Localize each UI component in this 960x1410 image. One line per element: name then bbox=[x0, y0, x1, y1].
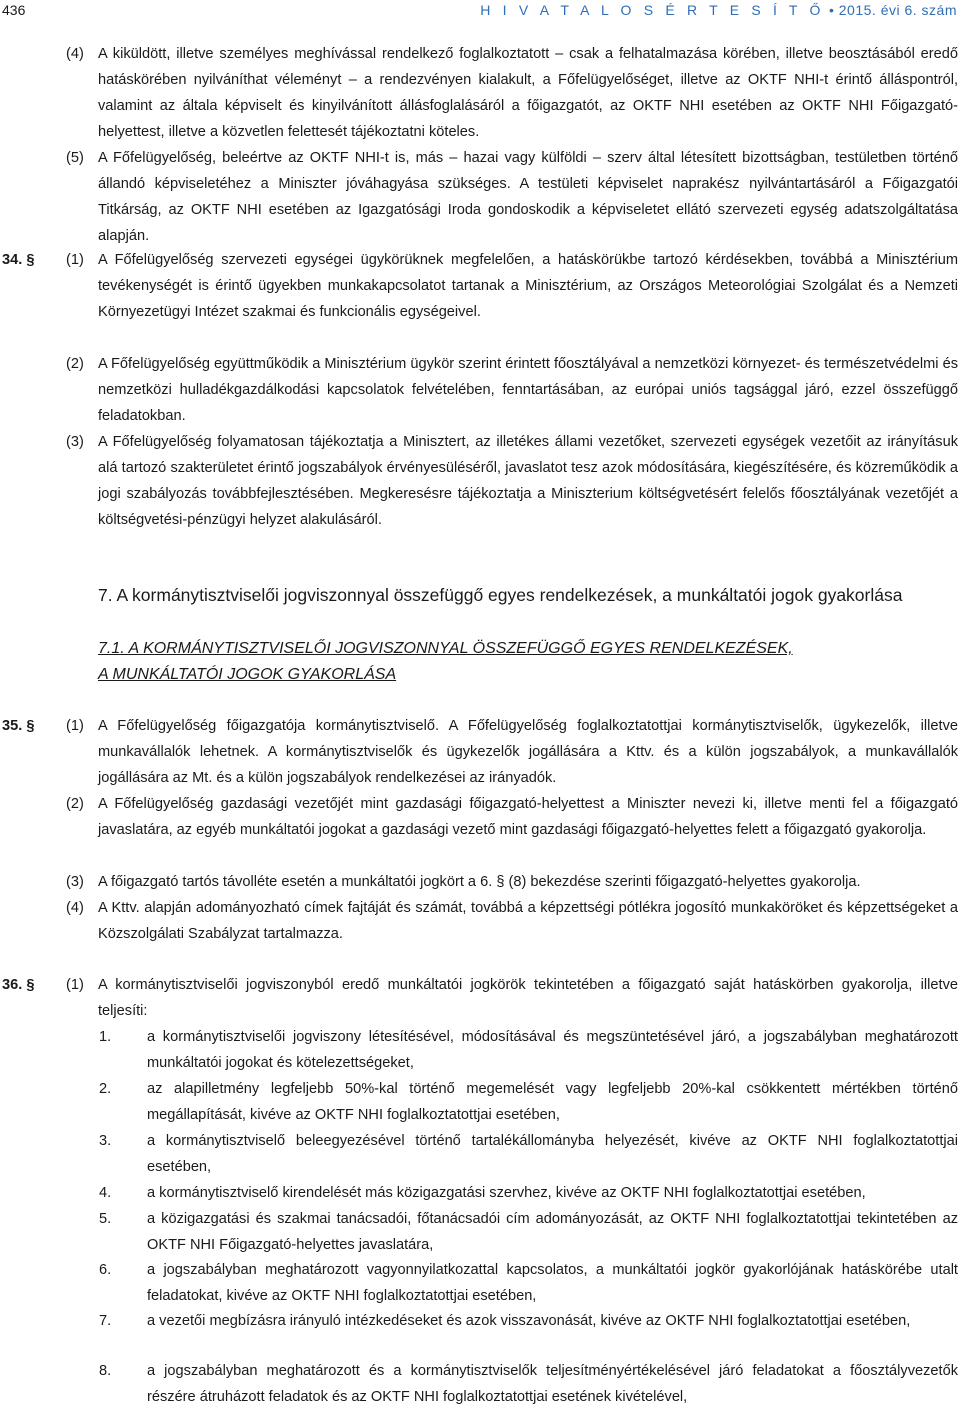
subchapter-heading-line2: A MUNKÁLTATÓI JOGOK GYAKORLÁSA bbox=[98, 666, 397, 683]
paragraph-number: (2) bbox=[66, 356, 84, 372]
list-item bbox=[99, 1358, 958, 1410]
paragraph-35-4 bbox=[66, 895, 958, 947]
list-item-number: 3. bbox=[99, 1133, 112, 1149]
page-number: 436 bbox=[2, 2, 26, 18]
paragraph-text: A Főfelügyelőség együttműködik a Minisztérium ügykör szerint érintett főosztályával a nemzetközi környezet- és természetvédelmi és nemzetközi hulladékgazdálkodási kapcsolatok felvételében, fenntartásában, az európai uniós tagsággal járó, ezzel összefüggő feladatokban. bbox=[98, 356, 958, 424]
paragraph-number: (3) bbox=[66, 874, 84, 890]
list-item bbox=[99, 1308, 958, 1334]
paragraph-34-3 bbox=[66, 429, 958, 533]
list-item-number: 4. bbox=[99, 1185, 112, 1201]
list-item bbox=[99, 1206, 958, 1258]
paragraph-number: (4) bbox=[66, 900, 84, 916]
page-header bbox=[0, 0, 960, 20]
list-item bbox=[99, 1076, 958, 1128]
list-item-number: 6. bbox=[99, 1262, 112, 1278]
subchapter-heading-line1: 7.1. A KORMÁNYTISZTVISELŐI JOGVISZONNYAL ÖSSZEFÜGGŐ EGYES RENDELKEZÉSEK, bbox=[98, 640, 793, 657]
list-item bbox=[99, 1024, 958, 1076]
paragraph-text: A kormánytisztviselői jogviszonyból eredő munkáltatói jogkörök tekintetében a főigazgató saját hatáskörben gyakorolja, illetve teljesíti: bbox=[98, 977, 958, 1019]
paragraph-text: A Főfelügyelőség szervezeti egységei ügykörüknek megfelelően, a hatáskörükbe tartozó kérdésekben, továbbá a Minisztérium tevékenységét is érintő ügyekben munkakapcsolatot tartanak a Minisztérium, az Országos Meteorológiai Szolgálat és a Nemzeti Környezetügyi Intézet szakmai és funkcionális egységeivel. bbox=[98, 252, 958, 320]
paragraph-number: (5) bbox=[66, 150, 84, 166]
paragraph-34-1 bbox=[66, 247, 958, 325]
paragraph-text: A Főfelügyelőség gazdasági vezetőjét mint gazdasági főigazgató-helyettest a Miniszter nevezi ki, illetve menti fel a főigazgató javaslatára, az egyéb munkáltatói jogokat a gazdasági vezető mint gazdasági főigazgató-helyettes felett a főigazgató gyakorolja. bbox=[98, 796, 958, 838]
paragraph-number: (3) bbox=[66, 434, 84, 450]
paragraph-text: A Kttv. alapján adományozható címek fajtáját és számát, továbbá a képzettségi pótlékra jogosító munkaköröket és képzettségeket a Közszolgálati Szabályzat tartalmazza. bbox=[98, 900, 958, 942]
paragraph-34-2 bbox=[66, 351, 958, 429]
list-item-number: 1. bbox=[99, 1029, 112, 1045]
paragraph-text: A kiküldött, illetve személyes meghívással rendelkező foglalkoztatott – csak a felhatalmazása körében, illetve beosztásából eredő hatáskörében nyilváníthat véleményt – a rendezvényen kialakult, a Főfelügyelőséget, illetve az OKTF NHI-t érintő álláspontról, valamint az általa képviselt és kinyilvánított állásfoglalásáról a főigazgatót, az OKTF NHI esetében az OKTF NHI Főigazgató-helyettest, illetve a közvetlen felettesét tájékoztatni köteles. bbox=[98, 46, 958, 140]
list-item bbox=[99, 1180, 958, 1206]
list-item-text: a vezetői megbízásra irányuló intézkedéseket és azok visszavonását, kivéve az OKTF NHI foglalkoztatottjai esetében, bbox=[147, 1313, 911, 1329]
list-item-text: a kormánytisztviselő beleegyezésével történő tartalékállományba helyezését, kivéve az OKTF NHI foglalkoztatottjai esetében, bbox=[147, 1133, 958, 1175]
section-36-label: 36. § bbox=[2, 977, 35, 993]
paragraph-33-5 bbox=[66, 145, 958, 249]
section-34-label: 34. § bbox=[2, 252, 35, 268]
paragraph-text: A Főfelügyelőség, beleértve az OKTF NHI-t is, más – hazai vagy külföldi – szerv által létesített bizottságban, testületben történő állandó képviseletéhez a Miniszter jóváhagyása szükséges. A testületi képviselet naprakész nyilvántartásáról a Főigazgatói Titkárság, az OKTF NHI esetében az Igazgatósági Iroda gondoskodik a képviseletet ellátó szervezeti egység adatszolgáltatása alapján. bbox=[98, 150, 958, 244]
list-item-text: az alapilletmény legfeljebb 50%-kal történő megemelését vagy legfeljebb 20%-kal csökkentett mértékben történő megállapítását, kivéve az OKTF NHI foglalkoztatottjai esetében, bbox=[147, 1081, 958, 1123]
list-item bbox=[99, 1257, 958, 1309]
subchapter-heading bbox=[98, 636, 793, 688]
header-separator: • bbox=[828, 2, 835, 18]
paragraph-35-3 bbox=[66, 869, 958, 895]
issue-number: 2015. évi 6. szám bbox=[838, 2, 957, 18]
paragraph-number: (1) bbox=[66, 252, 84, 268]
list-item-text: a jogszabályban meghatározott és a kormánytisztviselők teljesítményértékelésével járó feladatokat a főosztályvezetők részére átruházott feladatok és az OKTF NHI foglalkoztatottjai esetének kivételével, bbox=[147, 1363, 958, 1405]
section-35-label: 35. § bbox=[2, 718, 35, 734]
list-item-text: a kormánytisztviselő kirendelését más közigazgatási szervhez, kivéve az OKTF NHI foglalkoztatottjai esetében, bbox=[147, 1185, 866, 1201]
paragraph-number: (2) bbox=[66, 796, 84, 812]
list-item bbox=[99, 1128, 958, 1180]
paragraph-number: (1) bbox=[66, 977, 84, 993]
list-item-text: a kormánytisztviselői jogviszony létesítésével, módosításával és megszüntetésével járó, a jogszabályban meghatározott munkáltatói jogokat és kötelezettségeket, bbox=[147, 1029, 958, 1071]
list-item-number: 7. bbox=[99, 1313, 112, 1329]
list-item-number: 2. bbox=[99, 1081, 112, 1097]
paragraph-text: A Főfelügyelőség főigazgatója kormánytisztviselő. A Főfelügyelőség foglalkoztatottjai kormánytisztviselők, ügykezelők, illetve munkavállalók lehetnek. A kormánytisztviselők és ügykezelők jogállására a Kttv. és a külön jogszabályok, a munkavállalók jogállására az Mt. és a külön jogszabályok rendelkezései az irányadók. bbox=[98, 718, 958, 786]
paragraph-text: A főigazgató tartós távolléte esetén a munkáltatói jogkört a 6. § (8) bekezdése szerinti főigazgató-helyettes gyakorolja. bbox=[98, 874, 861, 890]
paragraph-number: (1) bbox=[66, 718, 84, 734]
paragraph-text: A Főfelügyelőség folyamatosan tájékoztatja a Minisztert, az illetékes állami vezetőket, szervezeti egységek vezetőit az irányításuk alá tartozó szakterületet érintő jogszabályok érvényesüléséről, javaslatot tesz azok módosítására, kiegészítésére, és közreműködik a jogi szabályozás továbbfejlesztésében. Megkeresésre tájékoztatja a Miniszterium költségvetésért felelős főosztályának vezetőjét a költségvetési-pénzügyi helyzet alakulásáról. bbox=[98, 434, 958, 528]
paragraph-35-2 bbox=[66, 791, 958, 843]
chapter-heading: 7. A kormánytisztviselői jogviszonnyal összefüggő egyes rendelkezések, a munkáltatói jogok gyakorlása bbox=[98, 585, 903, 605]
paragraph-33-4 bbox=[66, 41, 958, 145]
paragraph-number: (4) bbox=[66, 46, 84, 62]
paragraph-35-1 bbox=[66, 713, 958, 791]
publication-title: H I V A T A L O S É R T E S Í T Ő bbox=[480, 2, 825, 18]
list-item-number: 8. bbox=[99, 1363, 112, 1379]
paragraph-36-1 bbox=[66, 972, 958, 1024]
list-item-text: a jogszabályban meghatározott vagyonnyilatkozattal kapcsolatos, a munkáltatói jogkör gyakorlójának hatáskörébe utalt feladatokat, kivéve az OKTF NHI foglalkoztatottjai esetében, bbox=[147, 1262, 958, 1304]
list-item-number: 5. bbox=[99, 1211, 112, 1227]
list-item-text: a közigazgatási és szakmai tanácsadói, főtanácsadói cím adományozását, az OKTF NHI foglalkoztatottjai tekintetében az OKTF NHI Főigazgató-helyettes javaslatára, bbox=[147, 1211, 958, 1253]
publication-info bbox=[480, 2, 957, 18]
